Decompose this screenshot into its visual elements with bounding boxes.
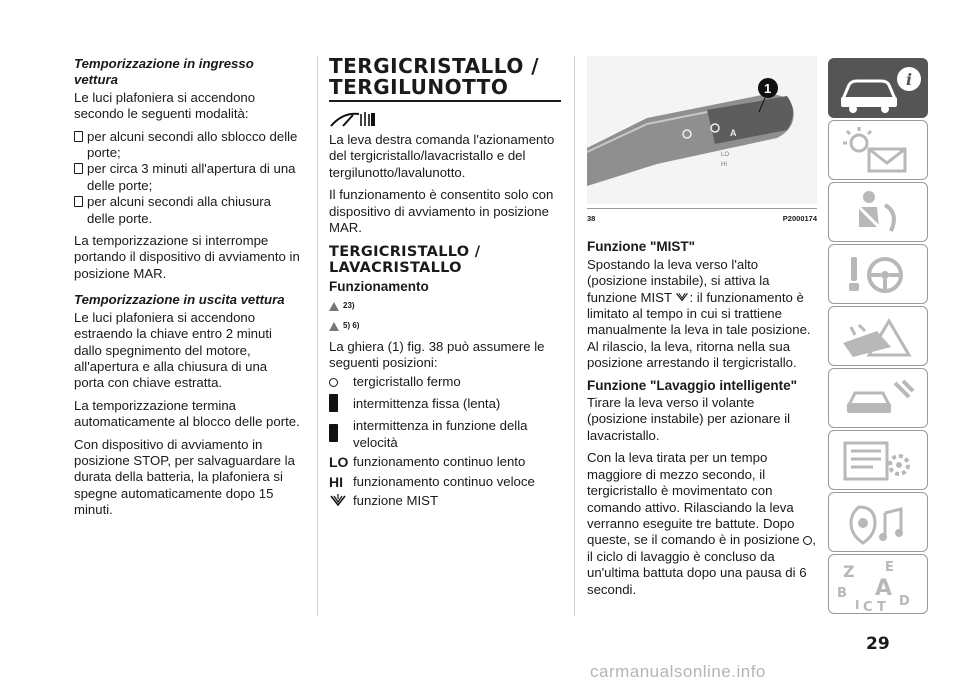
technical-data-icon xyxy=(829,431,928,490)
tab-warning-lights[interactable] xyxy=(828,120,928,180)
paragraph: Spostando la leva verso l'alto (posizione instabile), si attiva la funzione MIST : il funzionamento è limitato al tempo in cui si trattiene manualmente la leva in tale posizione. Al rilascio, la leva, ritorna nella sua posizione arrestando il tergicristallo. xyxy=(587,256,811,371)
heading-entry-timing: Temporizzazione in ingresso vettura xyxy=(74,56,254,88)
heading-smart-wash: Funzione "Lavaggio intelligente" xyxy=(587,377,798,393)
steering-wheel-icon xyxy=(829,245,928,304)
index-icon xyxy=(829,555,928,614)
maintenance-icon xyxy=(829,369,928,428)
tab-safety[interactable] xyxy=(828,182,928,242)
legend-item: intermittenza in funzione della velocità xyxy=(329,418,561,451)
lo-symbol: LO xyxy=(329,454,349,471)
mist-icon xyxy=(675,291,689,302)
wiper-lever-illustration xyxy=(587,56,817,204)
svg-text:C: C xyxy=(863,600,873,615)
svg-text:T: T xyxy=(877,600,886,615)
legend-item: LO funzionamento continuo lento xyxy=(329,454,526,471)
paragraph: Le luci plafoniera si accendono secondo le seguenti modalità: xyxy=(74,89,256,122)
page-number: 29 xyxy=(866,634,890,654)
lever-label-lo: LO xyxy=(721,152,730,158)
lever-label-a: A xyxy=(730,128,737,138)
paragraph: Tirare la leva verso il volante (posizione instabile) per azionare il lavacristallo. xyxy=(587,395,791,443)
note-ref: 5) 6) xyxy=(329,318,561,334)
tab-technical-data[interactable] xyxy=(828,430,928,490)
paragraph: La leva destra comanda l'azionamento del tergicristallo/lavacristallo e del tergilunotto/lavalunotto. xyxy=(329,132,555,180)
paragraph: Con la leva tirata per un tempo maggiore di mezzo secondo, il tergicristallo è movimentato con comando attivo. Rilasciando la leva verranno eseguite tre battute. Dopo queste, se il comando è in posizione , il ciclo di lavaggio è concluso da un'ultima battuta dopo una pausa di 6 secondi. xyxy=(587,450,816,597)
door-icon xyxy=(74,196,83,207)
warning-ref: 23) xyxy=(329,298,561,314)
column-divider xyxy=(574,56,575,616)
paragraph: La temporizzazione termina automaticamente al blocco delle porte. xyxy=(74,397,300,430)
intermittent-bar-icon xyxy=(329,394,338,412)
legend-item: HI funzionamento continuo veloce xyxy=(329,473,535,490)
paragraph: La ghiera (1) fig. 38 può assumere le seguenti posizioni: xyxy=(329,338,545,371)
column-3 xyxy=(587,56,817,604)
warning-lights-icon xyxy=(829,121,928,180)
paragraph: Le luci plafoniera si accendono estraendo la chiave entro 2 minuti dallo spegnimento del motore, all'apertura e alla chiusura di una porta con chiave estratta. xyxy=(74,309,272,391)
figure-number: 38 xyxy=(587,214,596,223)
subheading: Funzionamento xyxy=(329,279,429,295)
watermark: carmanualsonline.info xyxy=(590,662,766,681)
list-item: per alcuni secondi allo sblocco delle porte; xyxy=(74,129,300,162)
figure-caption xyxy=(587,211,817,227)
wiper-icon xyxy=(329,108,561,130)
lever-label-hi: HI xyxy=(721,162,727,168)
paragraph: La temporizzazione si interrompe portando il dispositivo di avviamento in posizione MAR. xyxy=(74,233,300,281)
hi-symbol: HI xyxy=(329,473,343,490)
callout-number: 1 xyxy=(764,81,772,96)
svg-text:Z: Z xyxy=(843,562,855,581)
list-item: per circa 3 minuti all'apertura di una delle porte; xyxy=(74,161,300,194)
tab-maintenance[interactable] xyxy=(828,368,928,428)
tab-index[interactable] xyxy=(828,554,928,614)
mist-icon xyxy=(329,493,349,510)
off-ring-icon xyxy=(329,378,338,387)
svg-text:i: i xyxy=(906,70,913,89)
heading-mist: Funzione "MIST" xyxy=(587,239,696,255)
chapter-tabs xyxy=(828,58,928,616)
tab-emergency[interactable] xyxy=(828,306,928,366)
paragraph: Con dispositivo di avviamento in posizione STOP, per salvaguardare la durata della batteria, la plafoniera si spegne automaticamente dopo 15 minuti. xyxy=(74,436,295,518)
legend-item: intermittenza fissa (lenta) xyxy=(329,394,561,415)
list-item: per alcuni secondi alla chiusura delle porte. xyxy=(74,194,300,227)
figure-code: P2000174 xyxy=(782,214,817,223)
legend-item: funzione MIST xyxy=(329,493,561,510)
paragraph: Il funzionamento è consentito solo con dispositivo di avviamento in posizione MAR. xyxy=(329,187,554,236)
column-divider xyxy=(317,56,318,616)
warning-triangle-icon xyxy=(329,322,339,331)
off-ring-icon xyxy=(803,536,812,545)
door-icon xyxy=(74,163,83,174)
door-icon xyxy=(74,131,83,142)
warning-triangle-icon xyxy=(329,302,339,311)
tab-multimedia[interactable] xyxy=(828,492,928,552)
svg-text:B: B xyxy=(837,586,847,601)
svg-text:A: A xyxy=(875,576,893,601)
column-1 xyxy=(74,56,300,525)
safety-icon xyxy=(829,183,928,242)
svg-text:D: D xyxy=(899,594,910,609)
figure-wiper-lever xyxy=(587,56,817,204)
emergency-icon xyxy=(829,307,928,366)
column-2 xyxy=(329,56,561,513)
multimedia-icon xyxy=(829,493,928,552)
section-title: TERGICRISTALLO / TERGILUNOTTO xyxy=(329,56,561,102)
intermittent-bar-icon xyxy=(329,424,338,442)
svg-text:I: I xyxy=(855,598,860,612)
tab-car-info[interactable] xyxy=(828,58,928,118)
car-info-icon xyxy=(829,59,928,118)
section-title-2: TERGICRISTALLO / LAVACRISTALLO xyxy=(329,244,481,277)
legend-item: tergicristallo fermo xyxy=(329,374,561,390)
svg-text:E: E xyxy=(885,560,894,575)
figure-rule xyxy=(587,208,817,209)
heading-exit-timing: Temporizzazione in uscita vettura xyxy=(74,292,285,308)
tab-driving[interactable] xyxy=(828,244,928,304)
